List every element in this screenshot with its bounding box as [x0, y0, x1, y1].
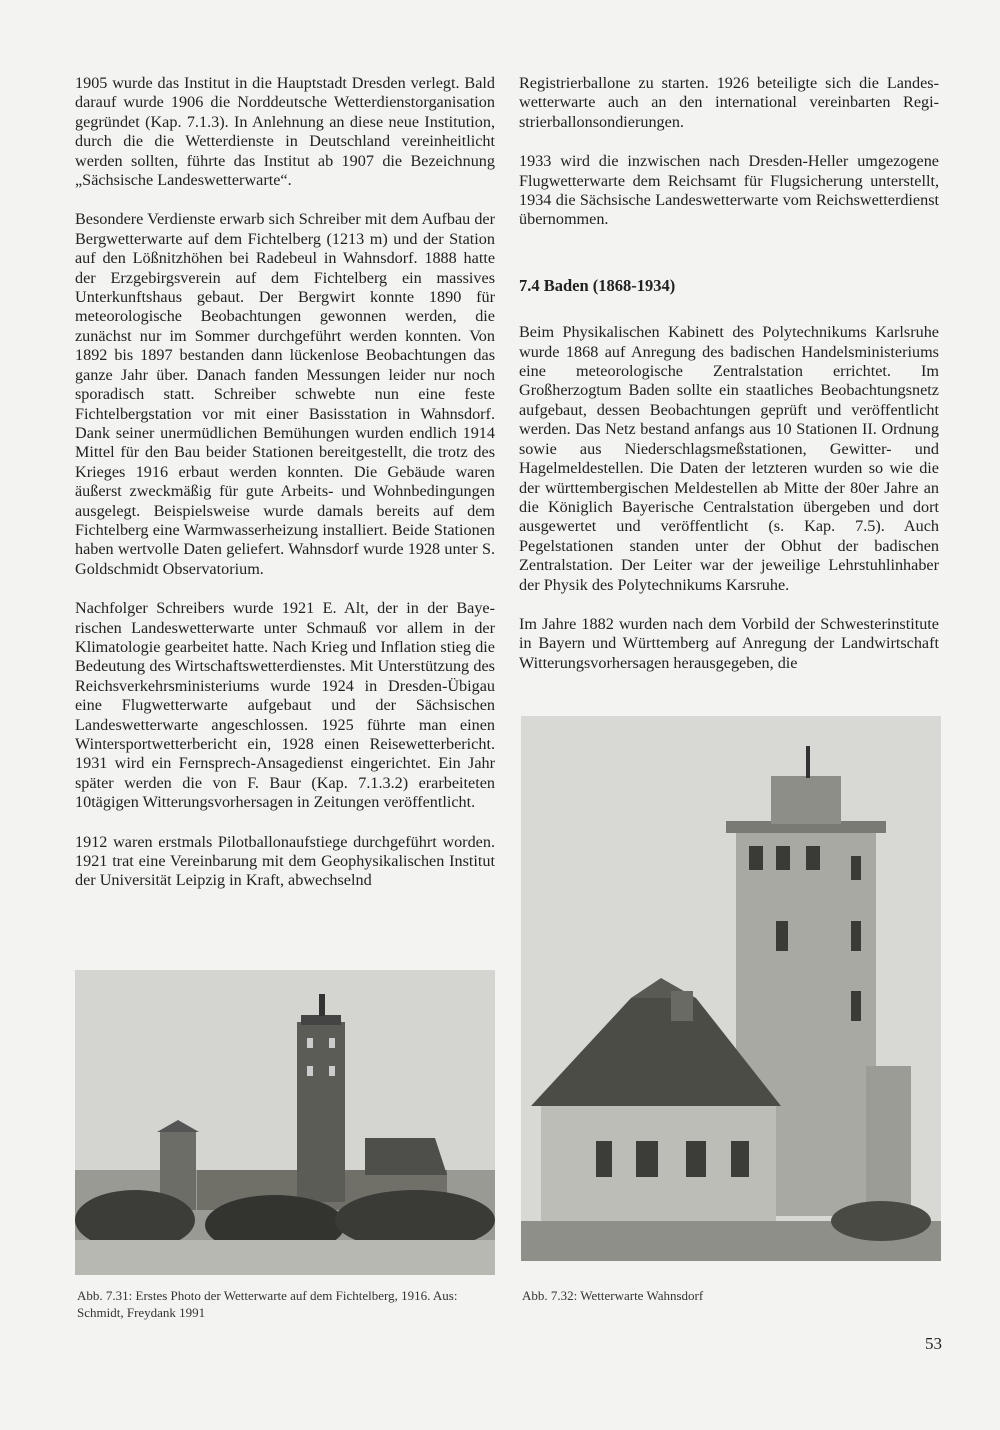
photo-wahnsdorf-drawing	[521, 716, 941, 1261]
figure-caption: Abb. 7.31: Erstes Photo der Wetterwarte auf dem Fichtelberg, 1916. Aus: Schmidt, Freydank 1991	[77, 1288, 458, 1320]
paragraph: Besondere Verdienste erwarb sich Schreiber mit dem Aufbau der Bergwetterwarte auf dem Fichtelberg (1213 m) und der Station auf den Lößnitzhöhen bei Radebeul in Wahnsdorf. 1888 hatte der Erzgebirgsverein auf dem Fichtelberg ein massives Unterkunftshaus gebaut. Der Bergwirt konnte 1890 für meteorologische Beobachtungen gewonnen werden, die zunächst nur im Sommer durchgeführt werden konnten. Von 1892 bis 1897 bestanden dann lückenlose Beobachtungen das ganze Jahr über. Danach fanden Messungen leider nur noch sporadisch statt. Schreiber schwebte nun eine feste Fichtelbergstation vor mit einer Basisstation in Wahnsdorf. Dank seiner unermüdlichen Bemühungen wurden endlich 1914 Mittel für den Bau beider Stationen bereitgestellt, die trotz des Krieges 1916 erbaut werden konnten. Die Gebäude waren äußerst zweckmäßig für gute Arbeits- und Wohnbedingungen ausgelegt. Beispielsweise wurde damals bereits auf dem Fichtelberg eine Warmwasserheizung installiert. Beide Stationen haben wertvolle Daten geliefert. Wahnsdorf wurde 1928 unter S. Goldschmidt Observatorium.	[75, 210, 495, 578]
photo-fichtelberg-drawing	[75, 970, 495, 1275]
paragraph: 1912 waren erstmals Pilotballonaufstiege durchgeführt worden. 1921 trat eine Vereinbarung mit dem Geophysikalischen Institut der Universität Leipzig in Kraft, abwechselnd	[75, 832, 495, 890]
paragraph: Registrierballone zu starten. 1926 beteiligte sich die Landeswetterwarte auch an den international vereinbarten Registrierballonsondierungen.	[519, 74, 939, 131]
photo-fichtelberg	[75, 970, 495, 1275]
section-heading: 7.4 Baden (1868-1934)	[519, 275, 676, 295]
figure-caption: Abb. 7.32: Wetterwarte Wahnsdorf	[522, 1288, 704, 1303]
paragraph: Im Jahre 1882 wurden nach dem Vorbild der Schwesterinstitute in Bayern und Württemberg auf Anregung der Landwirtschaft Witterungsvorhersagen herausgegeben, die	[519, 614, 939, 672]
paragraph: Nachfolger Schreibers wurde 1921 E. Alt, der in der Bayerischen Landeswetterwarte unter Schmauß vor allem in der Klimatologie gearbeitet hatte. Nach Krieg und Inflation stieg die Bedeutung des Wirtschaftswetterdienstes. Mit Unterstützung des Reichsverkehrsministeriums wurde 1924 in Dresden-Übigau eine Flugwetterwarte aufgebaut und der Sächsischen Landeswetterwarte angeschlossen. 1925 führte man einen Wintersportwetterbericht ein, 1928 einen Reisewetterbericht. 1931 wird ein Fernsprech-Ansagedienst eingerichtet. Ein Jahr später werden die von F. Baur (Kap. 7.1.3.2) erarbeiteten 10tägigen Witterungsvorhersagen in Zeitungen veröffentlicht.	[75, 599, 495, 812]
left-column	[75, 74, 495, 891]
photo-wahnsdorf	[521, 716, 941, 1261]
paragraph: Beim Physikalischen Kabinett des Polytechnikums Karlsruhe wurde 1868 auf Anregung des badischen Handelsministeriums eine meteorologische Zentralstation errichtet. Im Großherzogtum Baden sollte ein staatliches Beobachtungsnetz aufgebaut, dessen Beobachtungen geprüft und veröffentlicht werden. Das Netz bestand anfangs aus 10 Stationen II. Ordnung sowie aus Niederschlagsmeßstationen, Gewitter- und Hagelmeldestellen. Die Daten der letzteren wurden so wie die der württembergischen Meldestellen ab Mitte der 80er Jahre an die Königlich Bayerische Centralstation übergeben und dort ausgewertet und veröffentlicht (s. Kap. 7.5). Auch Pegelstationen standen unter der Obhut der badischen Zentralstation. Der Leiter war der jeweilige Lehrstuhlinhaber der Physik des Polytechnikums Karsruhe.	[519, 323, 939, 594]
page-number: 53	[925, 1334, 942, 1353]
right-column	[519, 74, 939, 673]
paragraph: 1933 wird die inzwischen nach Dresden-Heller umgezogene Flugwetterwarte dem Reichsamt für Flugsicherung unterstellt, 1934 die Sächsische Landeswetterwarte vom Reichswetterdienst übernommen.	[519, 152, 939, 229]
paragraph: 1905 wurde das Institut in die Hauptstadt Dresden verlegt. Bald darauf wurde 1906 die Norddeutsche Wetterdienstorganisation gegründet (Kap. 7.1.3). In Anlehnung an diese neue Institution, durch die die Wetterdienste in Deutschland vereinheitlicht werden sollten, führte das Institut ab 1907 die Bezeichnung „Sächsische Landeswetterwarte“.	[75, 74, 495, 190]
